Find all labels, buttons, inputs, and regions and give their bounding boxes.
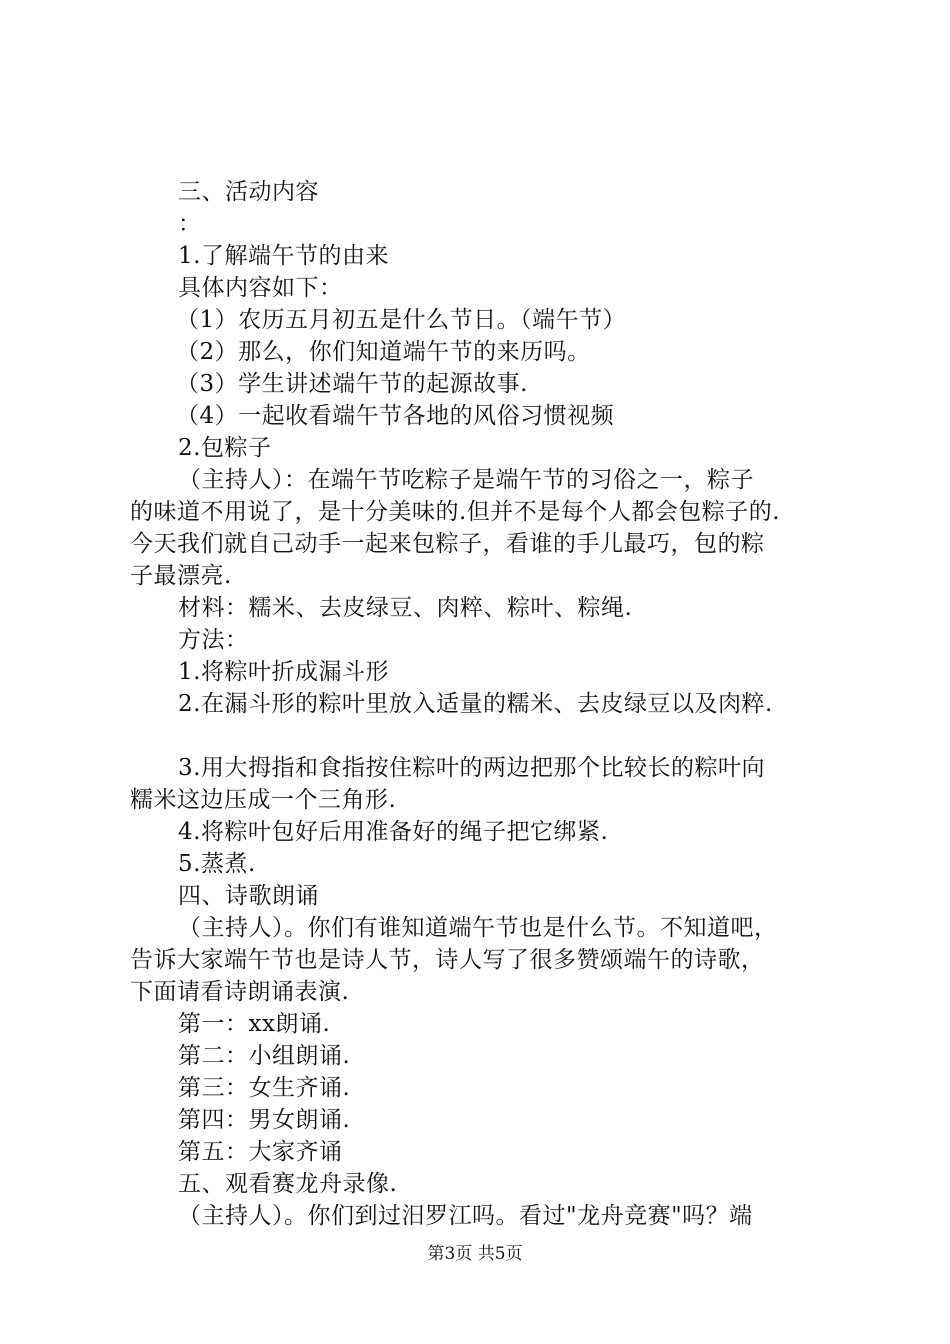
list-item: （1）农历五月初五是什么节日。（端午节） bbox=[176, 307, 627, 333]
subsection-heading: 2.包粽子 bbox=[178, 435, 272, 461]
paragraph-line: 子最漂亮. bbox=[130, 563, 232, 589]
step-item: 1.将粽叶折成漏斗形 bbox=[178, 659, 389, 685]
step-item: 4.将粽叶包好后用准备好的绳子把它绑紧. bbox=[178, 819, 609, 845]
paragraph-line: （主持人）：在端午节吃粽子是端午节的习俗之一，粽子 bbox=[178, 467, 754, 493]
text-line: 材料：糯米、去皮绿豆、肉粹、粽叶、粽绳. bbox=[178, 595, 633, 621]
list-item: 第四：男女朗诵. bbox=[178, 1107, 351, 1133]
text-line: ： bbox=[178, 211, 202, 237]
blank-line bbox=[130, 720, 830, 752]
document-body bbox=[130, 176, 830, 1232]
paragraph-line: 告诉大家端午节也是诗人节，诗人写了很多赞颂端午的诗歌， bbox=[130, 947, 765, 973]
paragraph-line: 今天我们就自己动手一起来包粽子，看谁的手儿最巧，包的粽 bbox=[130, 531, 765, 557]
paragraph-line: （主持人）。你们到过汨罗江吗。看过"龙舟竞赛"吗？端 bbox=[178, 1203, 753, 1229]
step-item: 2.在漏斗形的粽叶里放入适量的糯米、去皮绿豆以及肉粹. bbox=[178, 691, 773, 717]
section-heading: 三、活动内容 bbox=[178, 179, 319, 205]
step-item: 5.蒸煮. bbox=[178, 851, 256, 877]
list-item: （3）学生讲述端午节的起源故事. bbox=[176, 371, 528, 397]
step-item-continued: 糯米这边压成一个三角形. bbox=[130, 787, 397, 813]
section-heading: 五、观看赛龙舟录像. bbox=[178, 1171, 398, 1197]
text-line: 方法： bbox=[178, 627, 249, 653]
list-item: 第三：女生齐诵. bbox=[178, 1075, 351, 1101]
paragraph-line: （主持人）。你们有谁知道端午节也是什么节。不知道吧， bbox=[178, 915, 778, 941]
paragraph-line: 下面请看诗朗诵表演. bbox=[130, 979, 350, 1005]
list-item: （2）那么，你们知道端午节的来历吗。 bbox=[176, 339, 591, 365]
paragraph-line: 的味道不用说了，是十分美味的.但并不是每个人都会包粽子的. bbox=[130, 499, 781, 525]
step-item: 3.用大拇指和食指按住粽叶的两边把那个比较长的粽叶向 bbox=[178, 755, 765, 781]
page-footer: 第3页 共5页 bbox=[427, 1244, 523, 1264]
list-item: （4）一起收看端午节各地的风俗习惯视频 bbox=[176, 403, 615, 429]
section-heading: 四、诗歌朗诵 bbox=[178, 883, 319, 909]
subsection-heading: 1.了解端午节的由来 bbox=[178, 243, 389, 269]
text-line: 具体内容如下： bbox=[178, 275, 343, 301]
list-item: 第一：xx朗诵. bbox=[178, 1011, 331, 1037]
list-item: 第二：小组朗诵. bbox=[178, 1043, 351, 1069]
list-item: 第五：大家齐诵 bbox=[178, 1139, 343, 1165]
